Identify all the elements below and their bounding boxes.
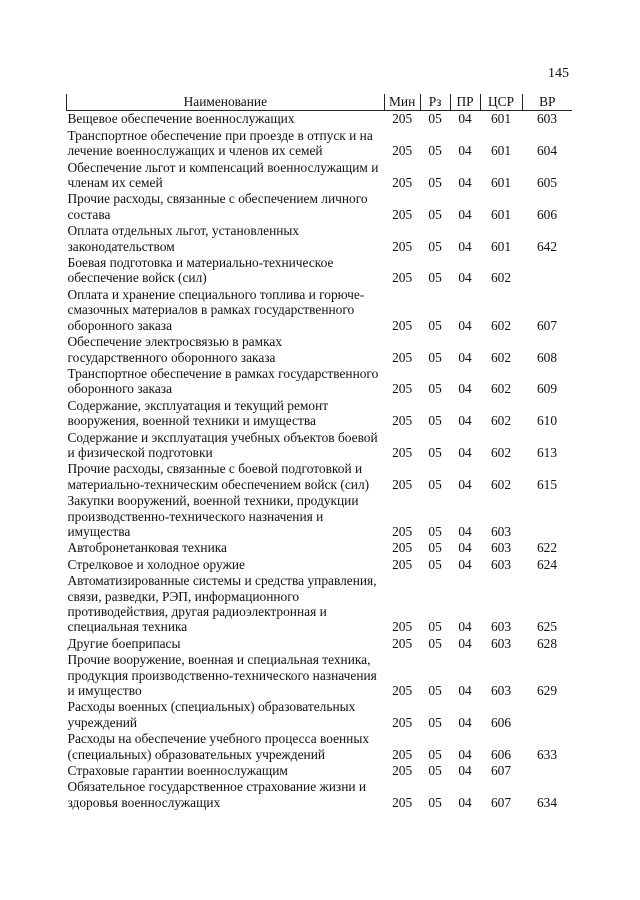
table-row (67, 636, 573, 652)
row-min: 205 (392, 381, 413, 397)
row-pr: 04 (458, 270, 472, 286)
row-name: Транспортное обеспечение в рамках государственного оборонного заказа (67, 365, 379, 397)
row-vr: 610 (536, 413, 558, 429)
table-row (67, 557, 573, 573)
row-csr: 602 (490, 349, 512, 365)
row-csr: 606 (490, 746, 512, 762)
row-min: 205 (392, 413, 413, 429)
row-rz: 05 (428, 635, 442, 651)
table-row (67, 779, 573, 811)
table-row (67, 191, 573, 223)
row-csr: 601 (490, 175, 512, 191)
header-min: Мин (384, 94, 420, 111)
row-min: 205 (392, 746, 413, 762)
row-name: Расходы на обеспечение учебного процесса военных (специальных) образовательных учреждений (67, 731, 370, 762)
row-min: 205 (392, 111, 413, 127)
row-rz: 05 (428, 683, 442, 699)
table-row (67, 366, 573, 398)
row-rz: 05 (428, 619, 442, 635)
row-vr: 622 (536, 540, 558, 556)
row-csr: 603 (490, 523, 512, 539)
table-row (67, 287, 573, 334)
table-row (67, 540, 573, 556)
row-name: Боевая подготовка и материально-техническое обеспечение войск (сил) (67, 255, 334, 286)
row-pr: 04 (458, 523, 472, 539)
row-rz: 05 (428, 349, 442, 365)
row-pr: 04 (458, 635, 472, 651)
row-pr: 04 (458, 413, 472, 429)
row-rz: 05 (428, 413, 442, 429)
row-name: Содержание и эксплуатация учебных объектов боевой и физической подготовки (67, 429, 378, 460)
row-pr: 04 (458, 143, 472, 159)
row-min: 205 (392, 556, 413, 572)
table-row (67, 731, 573, 763)
row-vr: 629 (536, 683, 558, 699)
row-rz: 05 (428, 476, 442, 492)
row-vr: 625 (536, 619, 558, 635)
row-vr: 613 (536, 444, 558, 460)
row-rz: 05 (428, 270, 442, 286)
row-min: 205 (392, 476, 413, 492)
row-min: 205 (392, 794, 413, 810)
row-pr: 04 (458, 444, 472, 460)
row-csr: 602 (490, 317, 512, 333)
row-pr: 04 (458, 476, 472, 492)
row-csr: 602 (490, 476, 512, 492)
row-name: Стрелковое и холодное оружие (67, 556, 245, 572)
row-name: Обеспечение электросвязью в рамках государственного оборонного заказа (67, 334, 283, 365)
row-rz: 05 (428, 206, 442, 222)
row-rz: 05 (428, 444, 442, 460)
row-min: 205 (392, 175, 413, 191)
row-csr: 603 (490, 619, 512, 635)
row-min: 205 (392, 714, 413, 730)
row-vr: 634 (536, 794, 558, 810)
table-row (67, 111, 573, 128)
table-row (67, 223, 573, 255)
row-pr: 04 (458, 349, 472, 365)
row-vr (522, 699, 572, 731)
row-min: 205 (392, 238, 413, 254)
header-vr: ВР (522, 94, 572, 111)
row-min: 205 (392, 619, 413, 635)
row-pr: 04 (458, 683, 472, 699)
row-name: Оплата и хранение специального топлива и горюче-смазочных материалов в рамках государственного оборонного заказа (67, 286, 365, 333)
row-csr: 606 (490, 714, 512, 730)
table-row (67, 160, 573, 192)
row-vr (522, 255, 572, 287)
page-number: 145 (548, 66, 569, 81)
row-vr: 642 (536, 238, 558, 254)
row-name: Автобронетанковая техника (67, 540, 227, 556)
row-min: 205 (392, 270, 413, 286)
row-name: Обязательное государственное страхование жизни и здоровья военнослужащих (67, 779, 367, 810)
row-name: Обеспечение льгот и компенсаций военнослужащим и членам их семей (67, 159, 379, 191)
row-min: 205 (392, 206, 413, 222)
row-vr (522, 763, 572, 779)
row-name: Автоматизированные системы и средства управления, связи, разведки, РЭП, информационного противодействия, другая радиоэлектронная и специальная техника (67, 573, 377, 635)
row-pr: 04 (458, 714, 472, 730)
row-min: 205 (392, 540, 413, 556)
row-name: Оплата отдельных льгот, установленных законодательством (67, 223, 300, 254)
row-rz: 05 (428, 714, 442, 730)
row-vr: 607 (536, 317, 558, 333)
budget-table (66, 94, 572, 811)
header-csr: ЦСР (480, 94, 522, 111)
row-rz: 05 (428, 175, 442, 191)
row-rz: 05 (428, 794, 442, 810)
row-rz: 05 (428, 540, 442, 556)
row-min: 205 (392, 523, 413, 539)
row-csr: 603 (490, 683, 512, 699)
row-rz: 05 (428, 381, 442, 397)
table-row (67, 493, 573, 540)
header-name: Наименование (67, 94, 385, 111)
row-min: 205 (392, 444, 413, 460)
row-name: Прочие расходы, связанные с обеспечением личного состава (67, 191, 368, 222)
row-vr (522, 493, 572, 540)
row-vr: 624 (536, 556, 558, 572)
row-pr: 04 (458, 763, 472, 779)
row-csr: 602 (490, 413, 512, 429)
row-pr: 04 (458, 746, 472, 762)
table-header-row (67, 94, 573, 111)
row-rz: 05 (428, 317, 442, 333)
row-rz: 05 (428, 523, 442, 539)
header-rz: Рз (420, 94, 450, 111)
row-pr: 04 (458, 556, 472, 572)
row-pr: 04 (458, 619, 472, 635)
row-pr: 04 (458, 381, 472, 397)
row-pr: 04 (458, 111, 472, 127)
row-csr: 602 (490, 381, 512, 397)
row-name: Вещевое обеспечение военнослужащих (67, 111, 295, 127)
row-csr: 603 (490, 635, 512, 651)
table-row (67, 334, 573, 366)
table-row (67, 255, 573, 287)
row-name: Прочие расходы, связанные с боевой подготовкой и материально-техническим обеспечением войск (сил) (67, 461, 370, 492)
row-pr: 04 (458, 794, 472, 810)
row-min: 205 (392, 143, 413, 159)
row-name: Закупки вооружений, военной техники, продукции производственно-технического назначения и имущества (67, 493, 359, 539)
row-csr: 601 (490, 143, 512, 159)
header-pr: ПР (450, 94, 480, 111)
row-vr: 605 (536, 175, 558, 191)
row-vr: 604 (536, 143, 558, 159)
table-row (67, 461, 573, 493)
table-row (67, 652, 573, 699)
row-csr: 603 (490, 556, 512, 572)
row-pr: 04 (458, 317, 472, 333)
row-name: Страховые гарантии военнослужащим (67, 763, 288, 779)
table-row (67, 398, 573, 430)
row-pr: 04 (458, 238, 472, 254)
row-vr: 608 (536, 349, 558, 365)
row-rz: 05 (428, 111, 442, 127)
row-min: 205 (392, 683, 413, 699)
row-vr: 633 (536, 746, 558, 762)
row-name: Содержание, эксплуатация и текущий ремонт вооружения, военной техники и имущества (67, 397, 329, 429)
row-pr: 04 (458, 540, 472, 556)
row-vr: 603 (536, 111, 558, 127)
table-row (67, 763, 573, 779)
table-row (67, 573, 573, 636)
row-rz: 05 (428, 746, 442, 762)
row-csr: 601 (490, 238, 512, 254)
row-min: 205 (392, 349, 413, 365)
row-rz: 05 (428, 763, 442, 779)
row-name: Расходы военных (специальных) образовательных учреждений (67, 699, 356, 730)
row-name: Другие боеприпасы (67, 635, 181, 651)
row-csr: 602 (490, 444, 512, 460)
row-rz: 05 (428, 238, 442, 254)
row-pr: 04 (458, 206, 472, 222)
row-vr: 609 (536, 381, 558, 397)
row-name: Транспортное обеспечение при проезде в отпуск и на лечение военнослужащих и членов их семей (67, 127, 373, 159)
row-csr: 602 (490, 270, 512, 286)
row-rz: 05 (428, 556, 442, 572)
row-min: 205 (392, 635, 413, 651)
row-vr: 615 (536, 476, 558, 492)
row-csr: 601 (490, 111, 512, 127)
table-row (67, 128, 573, 160)
row-rz: 05 (428, 143, 442, 159)
table-row (67, 430, 573, 462)
row-csr: 607 (490, 794, 512, 810)
row-min: 205 (392, 317, 413, 333)
row-vr: 606 (536, 206, 558, 222)
row-name: Прочие вооружение, военная и специальная техника, продукция производственно-технического назначения и имущество (67, 652, 377, 699)
row-csr: 607 (490, 763, 512, 779)
table-row (67, 699, 573, 731)
row-csr: 601 (490, 206, 512, 222)
row-min: 205 (392, 763, 413, 779)
row-vr: 628 (536, 635, 558, 651)
row-pr: 04 (458, 175, 472, 191)
row-csr: 603 (490, 540, 512, 556)
